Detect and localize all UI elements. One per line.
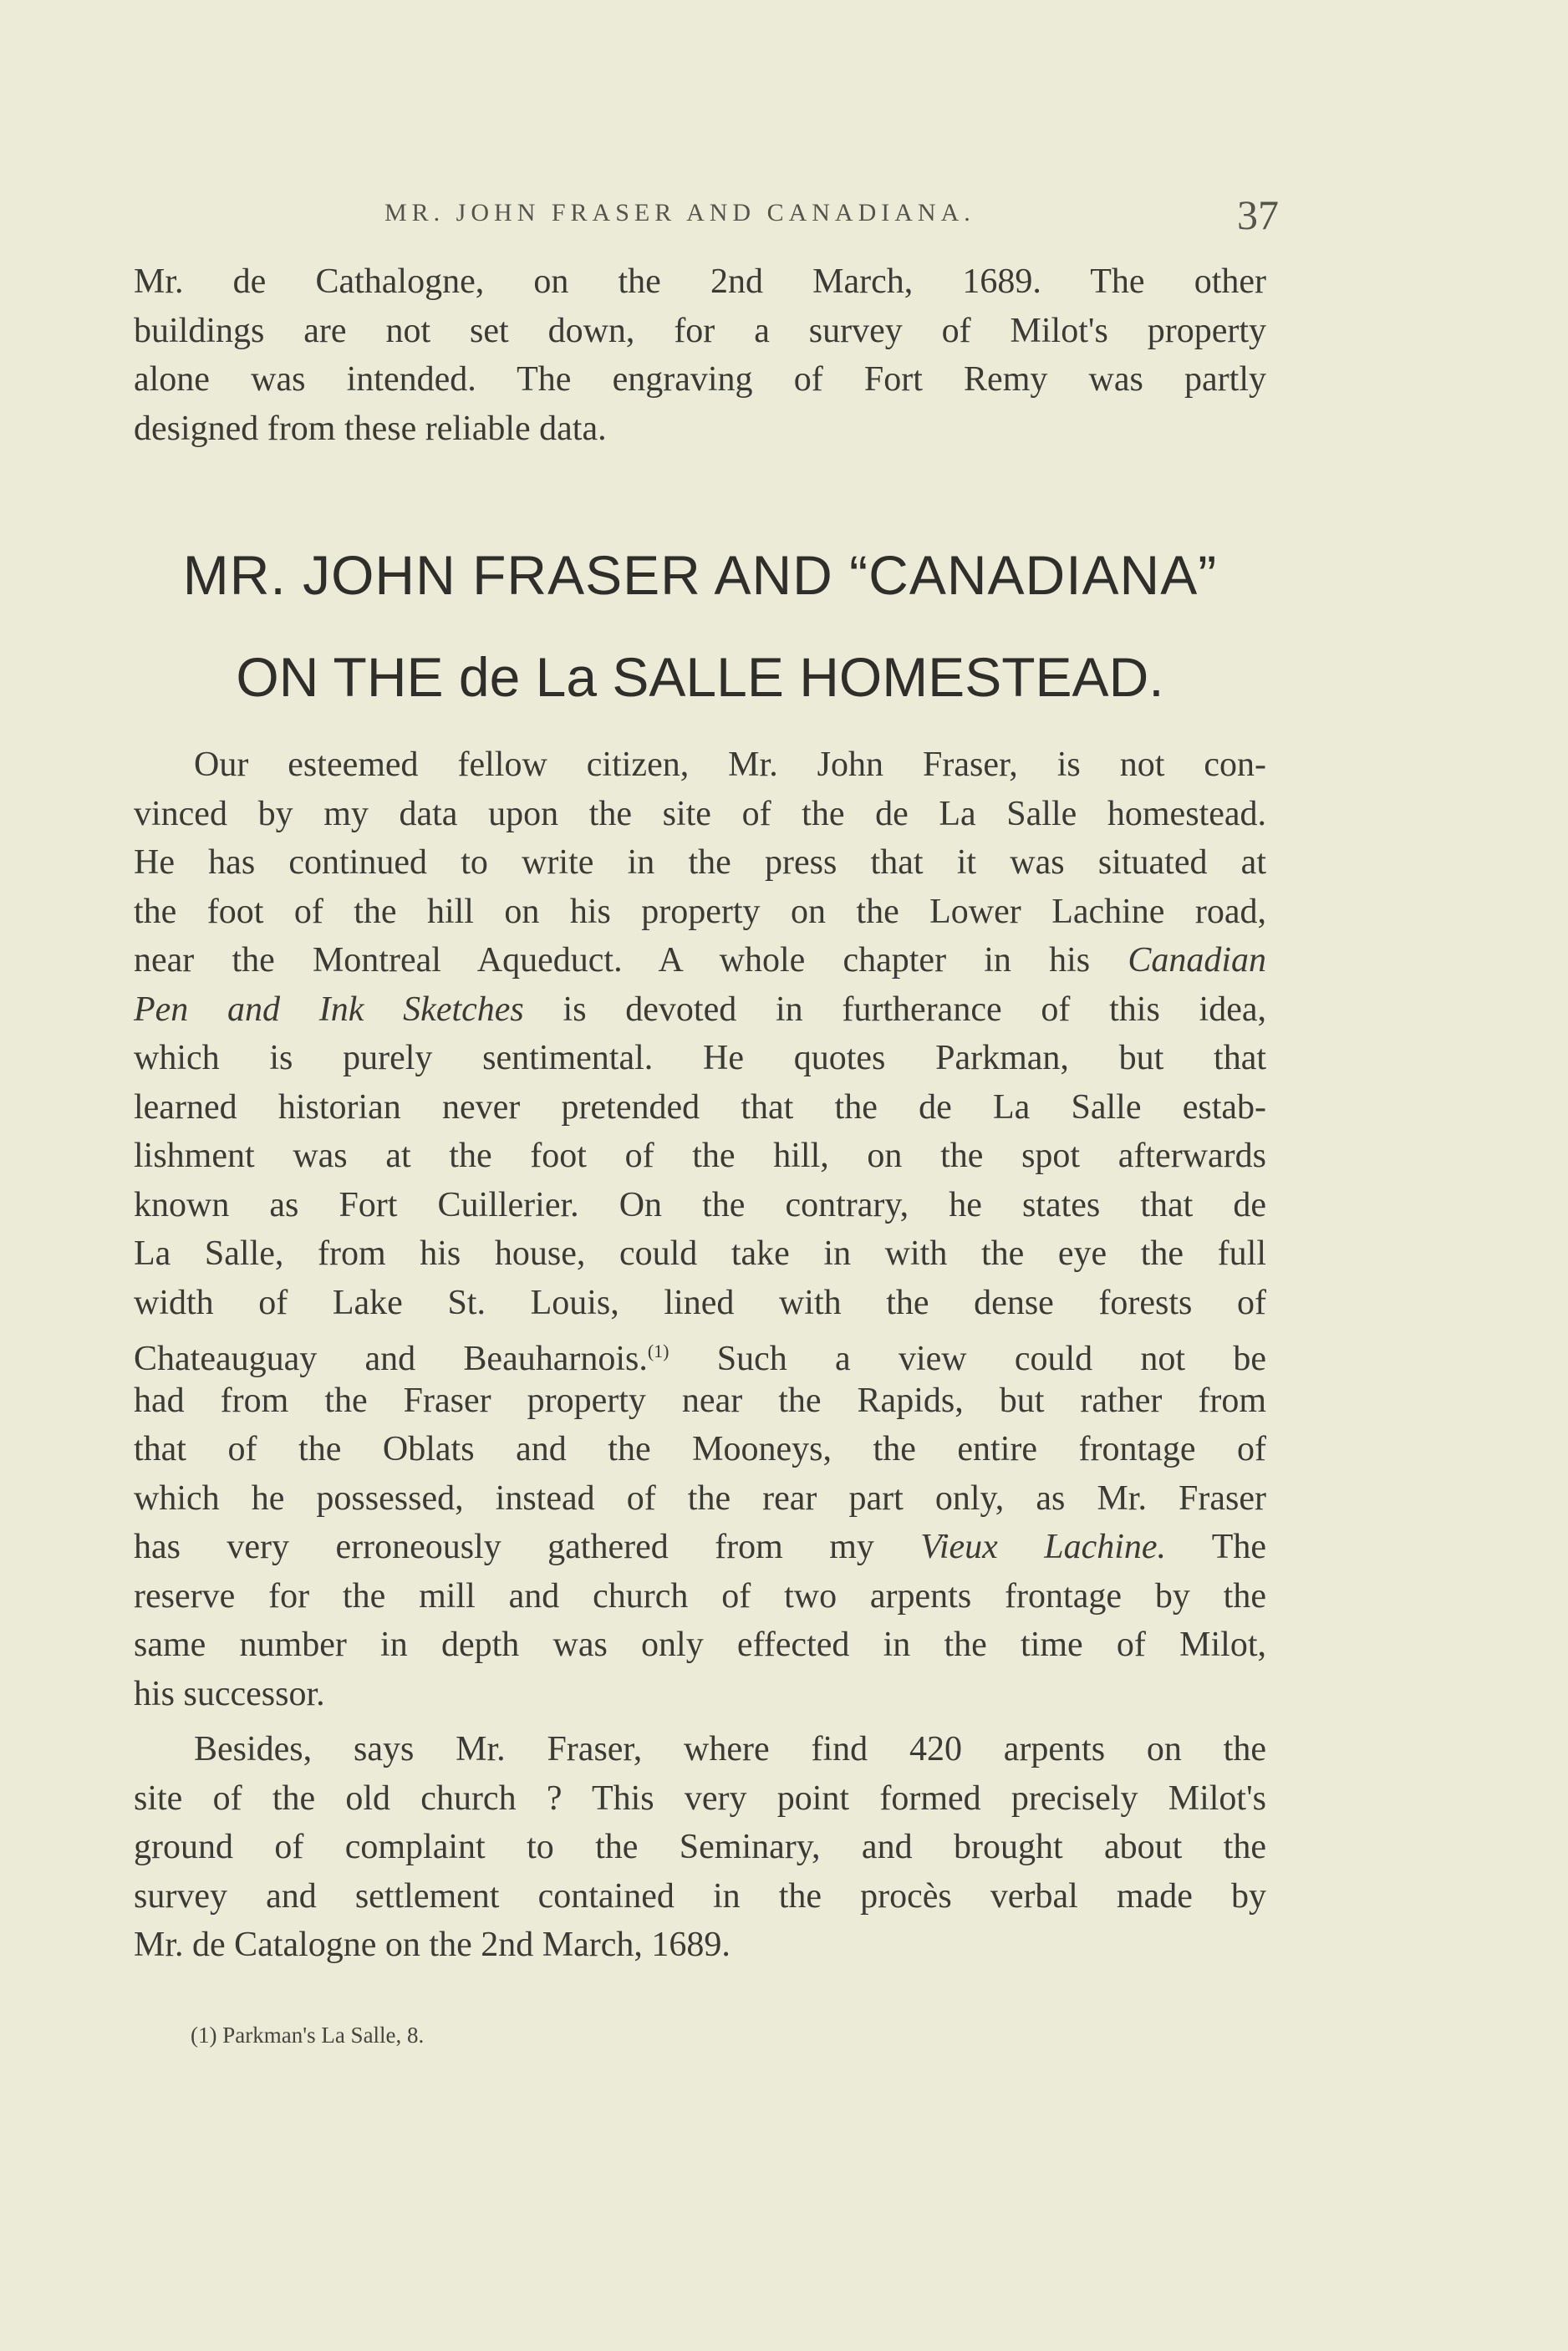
text-run: is devoted in furtherance of this idea, [523, 990, 1266, 1029]
text-line: La Salle, from his house, could take in with the eye the full [134, 1234, 1266, 1273]
text-line: Mr. de Catalogne on the 2nd March, 1689. [134, 1926, 731, 1964]
text-line [134, 936, 1266, 985]
text-line: Mr. de Cathalogne, on the 2nd March, 1689. The other [134, 262, 1266, 301]
intro-paragraph [134, 257, 1266, 453]
text-run: The [1166, 1528, 1266, 1566]
text-line [134, 1523, 1266, 1572]
text-line: survey and settlement contained in the procès verbal made by [134, 1876, 1266, 1916]
footnote-reference[interactable]: (1) [647, 1341, 669, 1361]
text-line: Besides, says Mr. Fraser, where find 420 arpents on the [194, 1730, 1266, 1768]
running-header [134, 191, 1279, 241]
text-line: which is purely sentimental. He quotes Parkman, but that [134, 1039, 1266, 1077]
text-line: vinced by my data upon the site of the de La Salle homestead. [134, 794, 1266, 833]
footnote: (1) Parkman's La Salle, 8. [191, 2023, 425, 2048]
text-line: same number in depth was only effected in the time of Milot, [134, 1626, 1266, 1664]
text-run: Chateauguay and Beauharnois. [134, 1340, 648, 1378]
text-line: the foot of the hill on his property on the Lower Lachine road, [134, 892, 1266, 931]
text-line: site of the old church ? This very point formed precisely Milot's [134, 1779, 1266, 1818]
page-number: 37 [1237, 191, 1279, 238]
italic-title: Vieux Lachine. [920, 1528, 1167, 1566]
text-line: He has continued to write in the press that it was situated at [134, 843, 1266, 882]
text-run: has very erroneously gathered from my [134, 1528, 921, 1566]
text-line: buildings are not set down, for a survey of Milot's property [134, 311, 1266, 350]
text-run: Such a view could not be [669, 1340, 1266, 1378]
text-line: alone was intended. The engraving of Fort Remy was partly [134, 360, 1266, 399]
text-line [134, 985, 1266, 1035]
section-heading-line-1: MR. JOHN FRASER AND “CANADIANA” [182, 544, 1218, 606]
main-paragraph [134, 740, 1266, 1718]
text-line: which he possessed, instead of the rear part only, as Mr. Fraser [134, 1478, 1266, 1518]
text-line [134, 1327, 1266, 1377]
second-paragraph [134, 1725, 1266, 1970]
italic-title: Canadian [1128, 941, 1266, 980]
text-line: had from the Fraser property near the Rapids, but rather from [134, 1381, 1266, 1420]
text-line: Our esteemed fellow citizen, Mr. John Fraser, is not con- [194, 746, 1266, 784]
text-line: ground of complaint to the Seminary, and brought about the [134, 1828, 1266, 1866]
text-line: lishment was at the foot of the hill, on the spot afterwards [134, 1137, 1266, 1175]
text-line: known as Fort Cuillerier. On the contrary, he states that de [134, 1185, 1266, 1224]
text-line: reserve for the mill and church of two arpents frontage by the [134, 1576, 1266, 1616]
text-line: his successor. [134, 1674, 325, 1713]
text-line: width of Lake St. Louis, lined with the dense forests of [134, 1283, 1266, 1322]
text-line: learned historian never pretended that the de La Salle estab- [134, 1087, 1266, 1127]
text-line: that of the Oblats and the Mooneys, the entire frontage of [134, 1430, 1266, 1468]
text-run: near the Montreal Aqueduct. A whole chapter in his [134, 941, 1128, 980]
running-title: MR. JOHN FRASER AND CANADIANA. [384, 199, 975, 226]
italic-title: Pen and Ink Sketches [134, 990, 524, 1029]
section-heading-line-2: ON THE de La SALLE HOMESTEAD. [236, 646, 1164, 708]
text-line: designed from these reliable data. [134, 409, 607, 448]
